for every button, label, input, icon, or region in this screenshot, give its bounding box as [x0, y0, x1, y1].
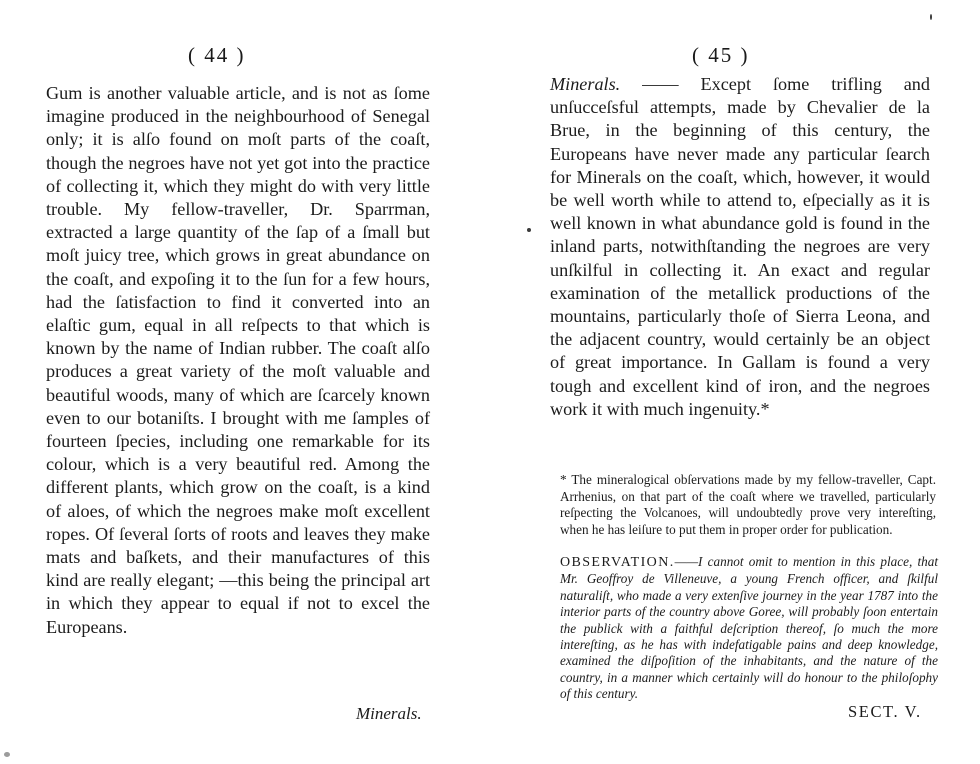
left-page-body-text: Gum is another valuable article, and is not as ſome imagine produced in the neighbourhood of Senegal only; it is alſo found on moſt parts of the coaſt, though the negroes have not yet got into the practice of collecting it, which they might do with very little trouble. My fellow-traveller, Dr. Sparrman, extracted a large quantity of the ſap of a ſmall but moſt juicy tree, which grows in great abundance on the coaſt, and expoſing it to the ſun for a few hours, had the ſatisfaction to find it converted into an elaſtic gum, equal in all reſpects to that which is known by the name of Indian rubber. The coaſt alſo produces a great variety of the moſt valuable and beautiful woods, many of which are ſcarcely known even to our botaniſts. I brought with me ſamples of fourteen ſpecies, including one remarkable for its colour, which is a very beautiful red. Among the different plants, which grow on the coaſt, is a kind of aloes, of which the negroes make moſt excellent ropes. Of ſeveral ſorts of roots and leaves they make mats and baſkets, and their manufactures of this kind are really elegant; —this being the principal art in which they appear to equal if not to excel the Europeans.	[46, 83, 430, 637]
scan-speck	[4, 752, 10, 757]
observation-text: ——I cannot omit to mention in this place, that Mr. Geoffroy de Villeneuve, a young French officer, and ſkilful naturaliſt, who made a very extenſive journey in the year 1787 into the interior parts of the country above Goree, will probably ſoon entertain the publick with a faithful deſcription thereof, ſo much the more intereſting, as he has with indefatigable pains and deep knowledge, examined the diſpoſition of the inhabitants, and the nature of the country, in a manner which certainly will do honour to the philoſophy of this century.	[560, 554, 938, 702]
right-page-number: ( 45 )	[692, 43, 750, 67]
next-section-heading: SECT. V.	[848, 702, 922, 721]
right-page-body-text	[550, 73, 930, 421]
observation-note	[560, 554, 938, 703]
footnote: * The mineralogical obſervations made by my fellow-traveller, Capt. Arrhenius, on that part of the coaſt where we travelled, particularly reſpecting the Volcanoes, will undoubtedly prove very intereſting, when he has leiſure to put them in proper order for publication.	[560, 472, 936, 537]
scan-speck	[527, 228, 531, 232]
observation-label: OBSERVATION.	[560, 555, 675, 570]
left-page-catchword: Minerals.	[356, 704, 422, 723]
left-page-number: ( 44 )	[188, 43, 246, 67]
scan-speck	[930, 14, 932, 20]
section-label-minerals: Minerals.	[550, 74, 621, 94]
right-page-main-text: —— Except ſome trifling and unſucceſsful attempts, made by Chevalier de la Brue, in the beginning of this century, the Europeans have never made any particular ſearch for Minerals on the coaſt, which, however, it would be well worth while to attend to, eſpecially as it is well known in what abundance gold is found in the inland parts, notwithſtanding the negroes are very unſkilful in collecting it. An exact and regular examination of the metallick productions of the mountains, particularly thoſe of Sierra Leona, and the adjacent country, would certainly be an object of great importance. In Gallam is found a very tough and excellent kind of iron, and the negroes work it with much ingenuity.*	[550, 74, 930, 419]
